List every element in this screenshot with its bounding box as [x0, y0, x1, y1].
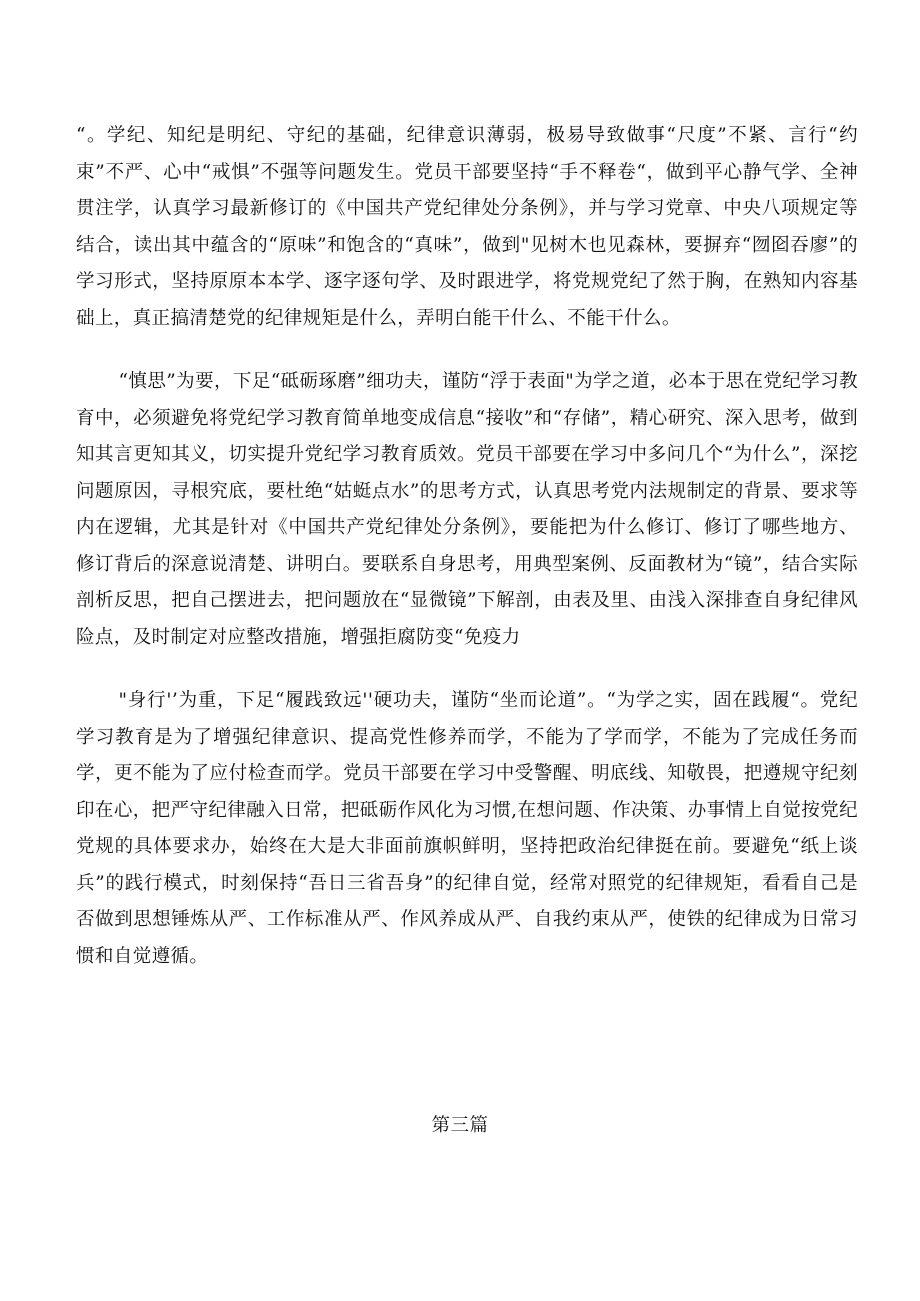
paragraph-3: "身行'’为重，下足“履践致远''硬功夫，谨防“坐而论道”。“为学之实，固在践履“。党纪学习教育是为了增强纪律意识、提高党性修养而学，不能为了学而学，不能为了完成任务而学，更不能为了应付检查而学。党员干部要在学习中受警醒、明底线、知敬畏，把遵规守纪刻印在心，把严守纪律融入日常，把砥砺作风化为习惯,在想问题、作决策、办事情上自觉按党纪党规的具体要求办，始终在大是大非面前旗帜鲜明，坚持把政治纪律挺在前。要避免“纸上谈兵”的践行模式，时刻保持“吾日三省吾身”的纪律自觉，经常对照党的纪律规矩，看看自己是否做到思想锤炼从严、工作标准从严、作风养成从严、自我约束从严，使铁的纪律成为日常习惯和自觉遵循。	[76, 690, 858, 967]
section-heading: 第三篇	[431, 1115, 489, 1136]
document-body	[76, 118, 858, 975]
paragraph-2: “慎思”为要，下足“砥砺琢磨”细功夫，谨防“浮于表面"为学之道，必本于思在党纪学习教育中，必须避免将党纪学习教育简单地变成信息“接收”和“存储”，精心研究、深入思考，做到知其言更知其义，切实提升党纪学习教育质效。党员干部要在学习中多问几个“为什么”，深挖问题原因，寻根究底，要杜绝“姑蜓点水”的思考方式，认真思考党内法规制定的背景、要求等内在逻辑，尤其是针对《中国共产党纪律处分条例》，要能把为什么修订、修订了哪些地方、修订背后的深意说清楚、讲明白。要联系自身思考，用典型案例、反面教材为“镜”，结合实际剖析反思，把自己摆进去，把问题放在“显微镜”下解剖，由表及里、由浅入深排查自身纪律风险点，及时制定对应整改措施，增强拒腐防变“免疫力	[76, 371, 858, 648]
paragraph-1: “。学纪、知纪是明纪、守纪的基础，纪律意识薄弱，极易导致做事“尺度”不紧、言行“约束”不严、心中“戒惧”不强等问题发生。党员干部要坚持“手不释卷“，做到平心静气学、全神贯注学，认真学习最新修订的《中国共产党纪律处分条例》，并与学习党章、中央八项规定等结合，读出其中蕴含的“原味”和饱含的“真味”，做到"见树木也见森林，要摒弃“囫囵吞廖”的学习形式，坚持原原本本学、逐字逐句学、及时跟进学，将党规党纪了然于胸，在熟知内容基础上，真正搞清楚党的纪律规矩是什么，弄明白能干什么、不能干什么。	[76, 125, 858, 329]
